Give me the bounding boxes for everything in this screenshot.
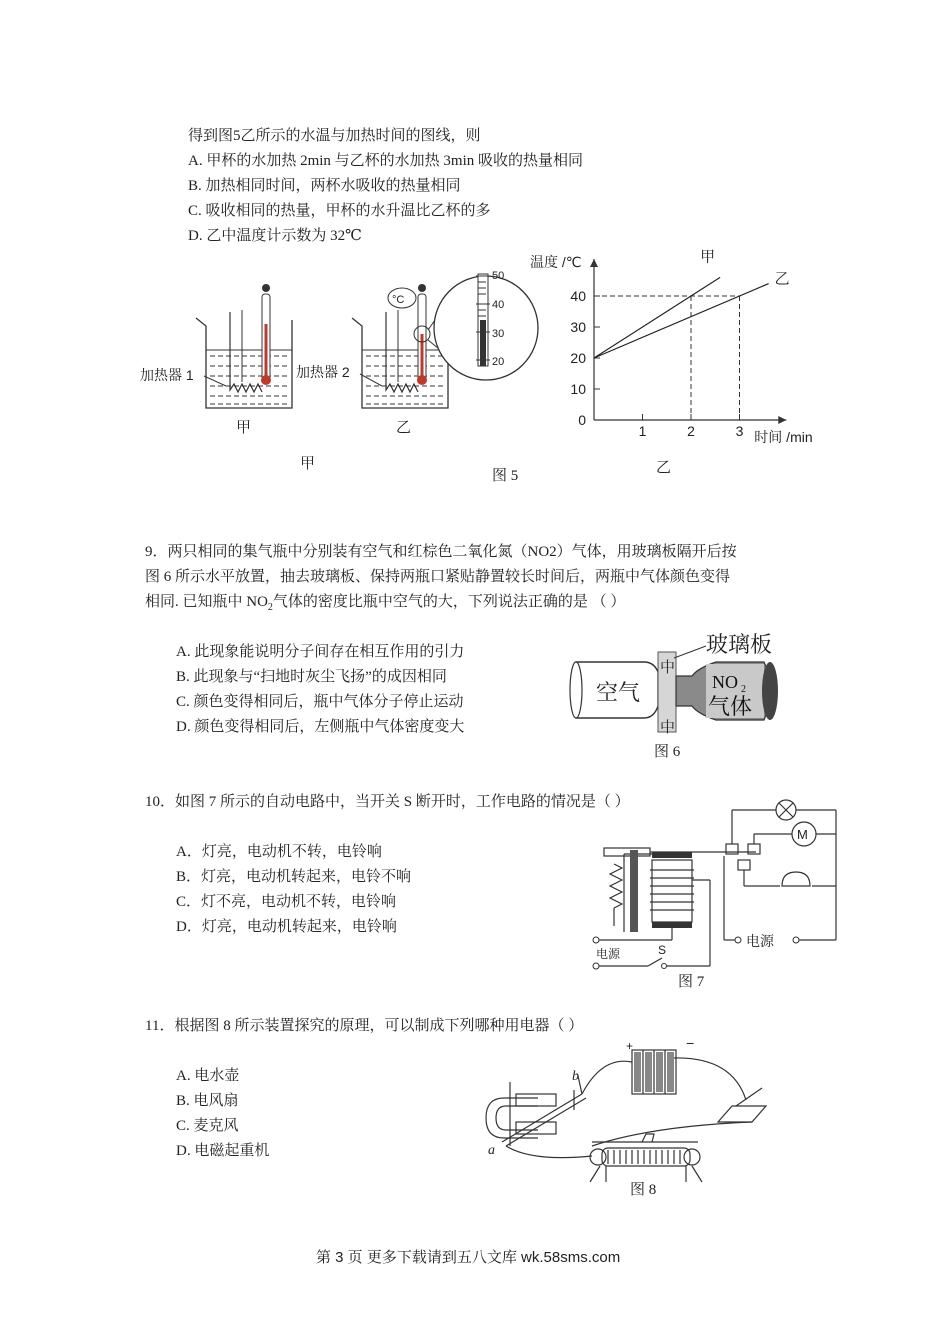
q9-option-a: A. 此现象能说明分子间存在相互作用的引力	[176, 644, 465, 660]
y-tick-label: 20	[570, 350, 586, 366]
power-label-work: 电源	[746, 933, 774, 949]
mid-label-top: 中	[660, 660, 676, 676]
heater-coil-2	[386, 312, 418, 392]
fig7-caption: 图 7	[678, 974, 705, 990]
mid-label-bottom: 中	[660, 720, 676, 736]
series-label-yi: 乙	[774, 270, 790, 288]
figure-5-beakers	[130, 262, 550, 462]
series-line-yi	[594, 284, 769, 358]
rheostat	[602, 1148, 690, 1166]
figure-6-gas-bottles	[566, 628, 786, 738]
thermo-tick-40: 40	[492, 299, 505, 311]
q8-option-c: C. 吸收相同的热量，甲杯的水升温比乙杯的多	[188, 203, 491, 219]
label-a: a	[488, 1143, 495, 1158]
y-tick-label: 0	[578, 412, 586, 428]
series-line-jia	[594, 277, 720, 358]
glass-plate-label: 玻璃板	[706, 632, 773, 657]
q10-stem: 10．如图 7 所示的自动电路中，当开关 S 断开时，工作电路的情况是（ ）	[145, 794, 630, 810]
air-label: 空气	[596, 680, 641, 705]
bell-icon	[782, 872, 810, 886]
no2-label: NO	[712, 672, 738, 692]
q8-intro: 得到图5乙所示的水温与加热时间的图线，则	[188, 128, 481, 144]
conductor-rod	[502, 1094, 582, 1142]
q11-option-c: C. 麦克风	[176, 1118, 239, 1134]
q11-option-b: B. 电风扇	[176, 1093, 239, 1109]
fig5-sub-a: 甲	[300, 456, 316, 472]
fig5-sub-b: 乙	[656, 460, 672, 476]
q11-option-d: D. 电磁起重机	[176, 1143, 270, 1159]
q9-option-d: D. 颜色变得相同后，左侧瓶中气体密度变大	[176, 719, 465, 735]
heater-coil-1	[230, 312, 262, 392]
thermo-tick-20: 20	[492, 356, 505, 368]
figure-7-relay-circuit	[584, 780, 844, 980]
beaker-b-label: 乙	[396, 419, 412, 436]
thermo-tick-30: 30	[492, 328, 505, 340]
fig6-caption: 图 6	[654, 744, 681, 760]
fig5-caption: 图 5	[492, 468, 519, 484]
y-axis-label: 温度 /℃	[530, 254, 582, 270]
y-tick-label: 30	[570, 319, 586, 335]
y-axis-arrow	[590, 259, 598, 267]
q11-stem: 11．根据图 8 所示装置探究的原理，可以制成下列哪种用电器（ ）	[145, 1018, 584, 1034]
thermometer-jia	[261, 284, 271, 385]
heater-1-label: 加热器 1	[140, 367, 194, 383]
q10-option-d: D．灯亮，电动机转起来，电铃响	[176, 919, 397, 935]
q8-option-a: A. 甲杯的水加热 2min 与乙杯的水加热 3min 吸收的热量相同	[188, 153, 584, 169]
q9-option-c: C. 颜色变得相同后，瓶中气体分子停止运动	[176, 694, 464, 710]
heater-2-label: 加热器 2	[296, 364, 350, 380]
q9-line-3-sub: 2	[267, 602, 273, 613]
x-axis-arrow	[778, 416, 786, 424]
label-b: b	[572, 1069, 579, 1084]
q10-option-b: B．灯亮，电动机转起来，电铃不响	[176, 869, 412, 885]
switch-label: S	[658, 943, 667, 957]
q10-option-a: A．灯亮，电动机不转，电铃响	[176, 844, 382, 860]
q9-line-3-post: 气体的密度比瓶中空气的大，下列说法正确的是 （ ）	[272, 594, 626, 610]
x-tick-label: 1	[638, 423, 647, 439]
beaker-jia	[196, 318, 292, 408]
fig8-caption: 图 8	[630, 1182, 657, 1198]
q11-option-a: A. 电水壶	[176, 1068, 240, 1084]
q9-line-3-pre: 相同. 已知瓶中 NO	[145, 594, 268, 610]
motor-label: M	[797, 827, 808, 842]
temperature-time-chart	[524, 250, 834, 450]
minus-terminal: −	[686, 1035, 695, 1051]
knife-switch	[718, 1106, 766, 1122]
y-tick-label: 40	[570, 288, 586, 304]
series-label-jia: 甲	[700, 248, 716, 266]
plus-terminal: +	[626, 1039, 634, 1053]
x-tick-label: 3	[735, 423, 744, 439]
power-label-control: 电源	[596, 947, 621, 961]
q9-option-b: B. 此现象与“扫地时灰尘飞扬”的成因相同	[176, 669, 447, 685]
figure-8-conductor-in-field	[482, 1036, 792, 1186]
q8-option-d: D. 乙中温度计示数为 32℃	[188, 228, 362, 244]
q10-option-c: C．灯不亮，电动机不转，电铃响	[176, 894, 397, 910]
q9-line-3	[145, 590, 625, 620]
thermo-unit-tag: °C	[392, 294, 405, 306]
gas-label: 气体	[708, 694, 753, 719]
x-tick-label: 2	[687, 423, 695, 439]
y-tick-label: 10	[570, 381, 586, 397]
thermo-tick-50: 50	[492, 270, 505, 282]
x-axis-label: 时间 /min	[754, 429, 813, 445]
page-footer: 第 3 页 更多下载请到五八文库 wk.58sms.com	[316, 1249, 621, 1266]
q8-option-b: B. 加热相同时间，两杯水吸收的热量相同	[188, 178, 461, 194]
beaker-a-label: 甲	[236, 419, 252, 436]
q9-line-1: 9．两只相同的集气瓶中分别装有空气和红棕色二氧化氮（NO2）气体，用玻璃板隔开后按	[145, 544, 737, 560]
q9-line-2: 图 6 所示水平放置，抽去玻璃板、保持两瓶口紧贴静置较长时间后，两瓶中气体颜色变得	[145, 569, 731, 585]
no2-sub-label: 2	[741, 684, 746, 695]
